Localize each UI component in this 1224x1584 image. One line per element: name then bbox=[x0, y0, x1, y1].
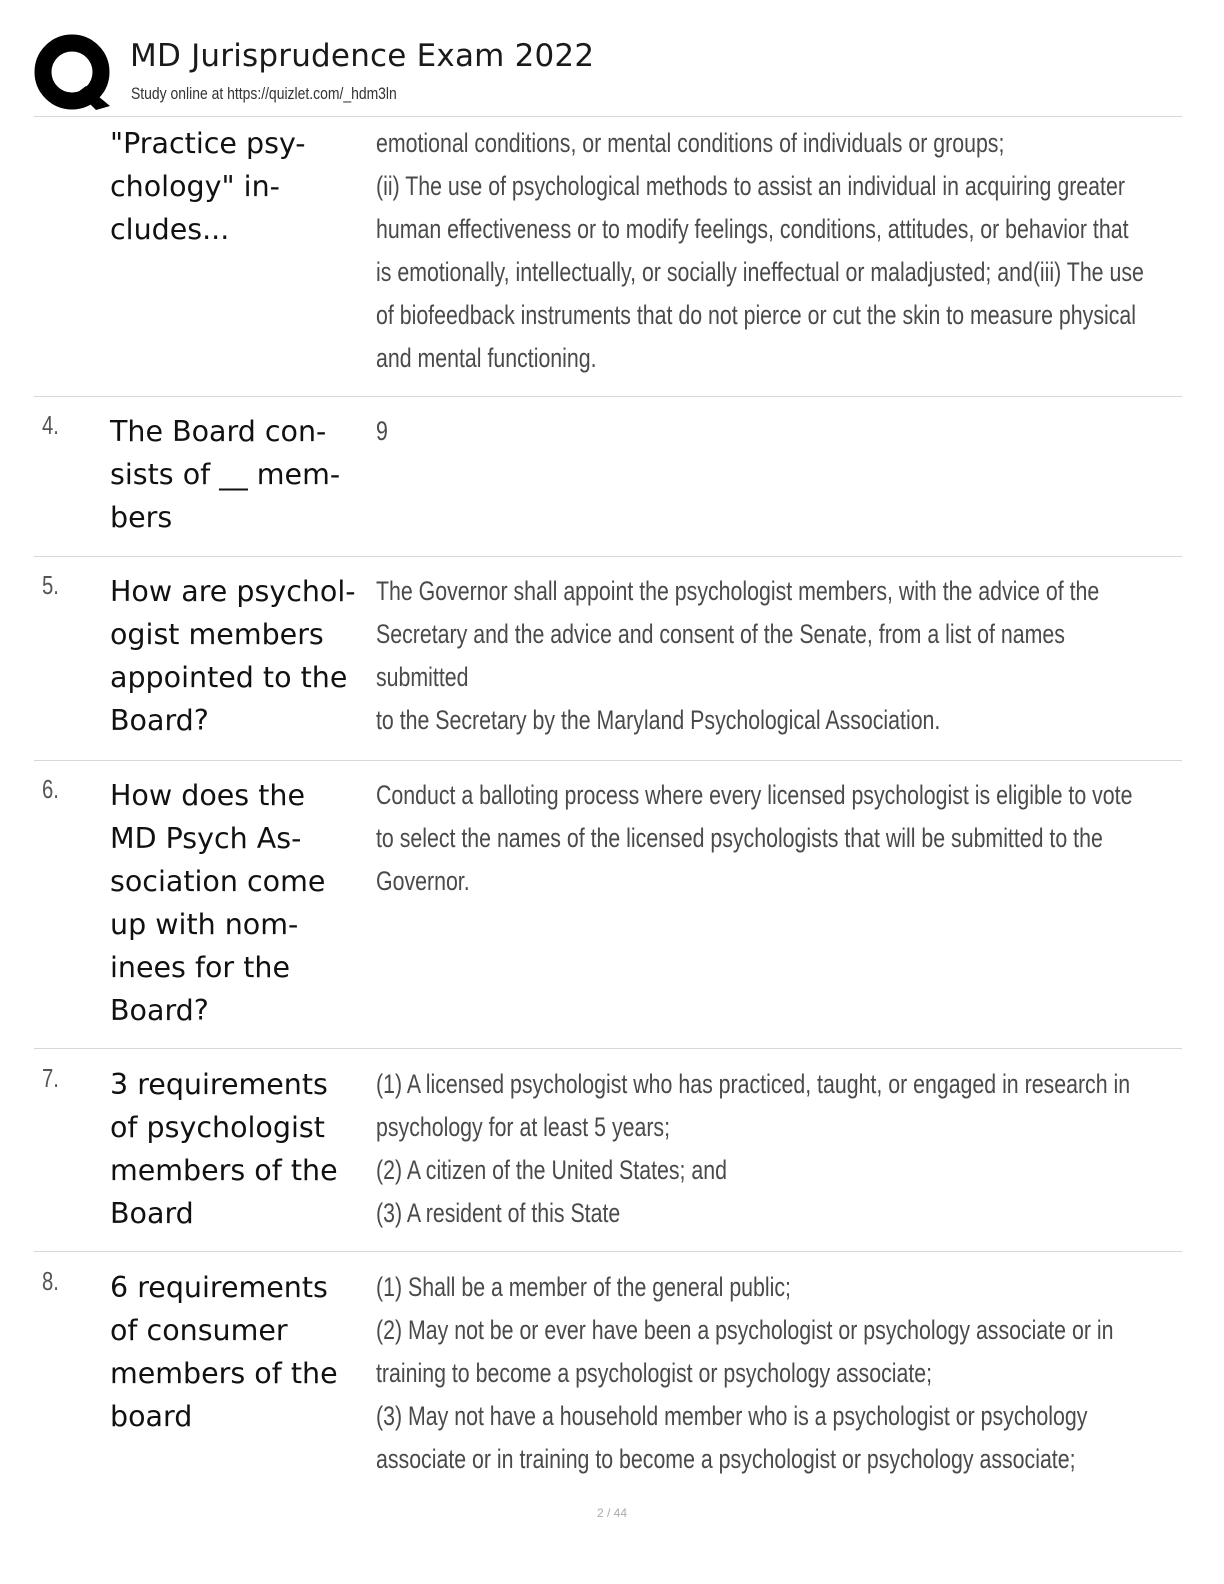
card-number: 7. bbox=[42, 1063, 59, 1093]
card-term: The Board con- sists of __ mem- bers bbox=[110, 415, 341, 534]
divider bbox=[34, 116, 1182, 117]
card-term: "Practice psy- chology" in- cludes... bbox=[110, 127, 306, 246]
card-number: 8. bbox=[42, 1266, 59, 1296]
divider bbox=[34, 760, 1182, 761]
divider bbox=[34, 1251, 1182, 1252]
divider bbox=[34, 1048, 1182, 1049]
page-number: 2 / 44 bbox=[596, 1506, 628, 1520]
card-definition: (1) Shall be a member of the general public; (2) May not be or ever have been a psychologist or psychology associate or in training to become a psychologist or psychology associate; (3) May not have a household member who is a psychologist or psychology associate or in training to become a psychologist or psychology associate; bbox=[376, 1272, 1114, 1474]
page-header bbox=[34, 34, 1184, 114]
card-definition: 9 bbox=[376, 416, 388, 446]
document-title: MD Jurisprudence Exam 2022 bbox=[130, 38, 595, 74]
divider bbox=[34, 396, 1182, 397]
card-definition: (1) A licensed psychologist who has practiced, taught, or engaged in research in psychology for at least 5 years; (2) A citizen of the United States; and (3) A resident of this State bbox=[376, 1069, 1131, 1228]
card-term: 6 requirements of consumer members of the board bbox=[110, 1271, 338, 1433]
card-definition: The Governor shall appoint the psychologist members, with the advice of the Secretary and the advice and consent of the Senate, from a list of names submitted to the Secretary by the Maryland Psychological Association. bbox=[376, 576, 1100, 735]
card-definition: emotional conditions, or mental conditions of individuals or groups; (ii) The use of psychological methods to assist an individual in acquiring greater human effectiveness or to modify feelings, conditions, attitudes, or behavior that is emotionally, intellectually, or socially ineffectual or maladjusted; and(iii) The use of biofeedback instruments that do not pierce or cut the skin to measure physical and mental functioning. bbox=[376, 128, 1144, 373]
card-term: How are psychol- ogist members appointed to the Board? bbox=[110, 575, 356, 737]
card-number: 4. bbox=[42, 410, 59, 440]
card-term: How does the MD Psych As- sociation come up with nom- inees for the Board? bbox=[110, 779, 326, 1027]
card-term: 3 requirements of psychologist members of the Board bbox=[110, 1068, 338, 1230]
card-number: 5. bbox=[42, 570, 59, 600]
quizlet-logo-icon bbox=[34, 34, 114, 114]
study-link-text: Study online at https://quizlet.com/_hdm3ln bbox=[131, 84, 397, 103]
divider bbox=[34, 556, 1182, 557]
card-definition: Conduct a balloting process where every licensed psychologist is eligible to vote to select the names of the licensed psychologists that will be submitted to the Governor. bbox=[376, 780, 1133, 896]
card-number: 6. bbox=[42, 774, 59, 804]
